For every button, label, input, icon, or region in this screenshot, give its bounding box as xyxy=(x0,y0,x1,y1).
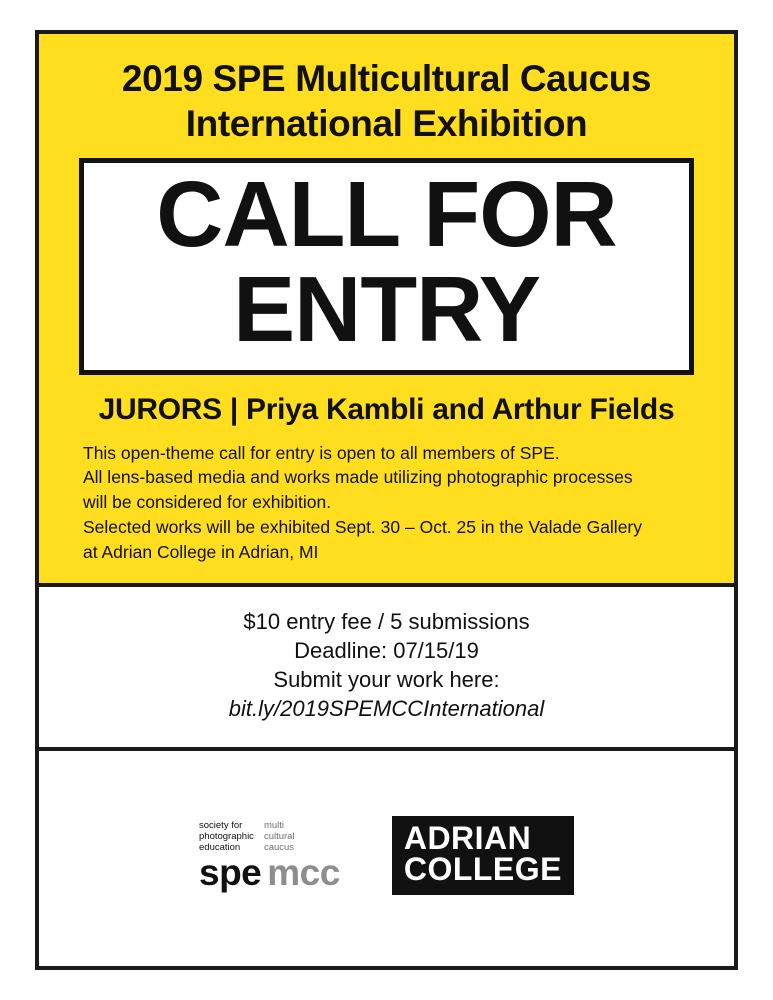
spe-tagline xyxy=(199,820,254,854)
deadline: Deadline: 07/15/19 xyxy=(294,637,479,663)
description-line-3: will be considered for exhibition. xyxy=(83,492,332,513)
call-line-2: ENTRY xyxy=(233,257,540,362)
hero-section xyxy=(39,34,734,587)
spe-tagline-line-1: society for xyxy=(199,819,243,831)
mcc-tagline xyxy=(264,820,295,854)
jurors-line: JURORS | Priya Kambli and Arthur Fields xyxy=(98,392,675,426)
title-line-1: 2019 SPE Multicultural Caucus xyxy=(121,58,652,99)
spe-tagline-line-3: education xyxy=(199,841,241,853)
logos-section xyxy=(39,751,734,966)
spe-tagline-line-2: photographic xyxy=(199,830,254,842)
description-line-5: at Adrian College in Adrian, MI xyxy=(83,541,319,562)
submit-prompt: Submit your work here: xyxy=(273,666,500,692)
call-line-1: CALL FOR xyxy=(156,162,617,267)
details-section xyxy=(39,587,734,751)
adrian-college-logo xyxy=(392,816,574,895)
adrian-logo-line-1: ADRIAN xyxy=(403,819,532,856)
spe-mcc-logo xyxy=(199,820,340,892)
page-title xyxy=(61,56,712,146)
spe-logo-taglines xyxy=(199,820,295,854)
mcc-tagline-line-2: cultural xyxy=(263,830,295,842)
mcc-tagline-line-3: caucus xyxy=(263,841,295,853)
title-line-2: International Exhibition xyxy=(185,103,588,145)
call-for-entry-box xyxy=(79,158,694,374)
description-text xyxy=(61,441,712,565)
mcc-tagline-line-1: multi xyxy=(263,819,284,831)
entry-fee: $10 entry fee / 5 submissions xyxy=(243,608,530,634)
poster-frame xyxy=(35,30,738,970)
spe-wordmark: spe xyxy=(199,852,262,894)
mcc-wordmark: mcc xyxy=(267,852,340,894)
description-line-4: Selected works will be exhibited Sept. 30 – Oct. 25 in the Valade Gallery xyxy=(83,517,643,538)
submission-link[interactable]: bit.ly/2019SPEMCCInternational xyxy=(228,695,545,721)
adrian-logo-line-2: COLLEGE xyxy=(403,851,562,888)
description-line-1: This open-theme call for entry is open to all members of SPE. xyxy=(83,442,560,463)
spe-logo-wordmark xyxy=(199,852,340,894)
description-line-2: All lens-based media and works made utilizing photographic processes xyxy=(83,467,633,488)
